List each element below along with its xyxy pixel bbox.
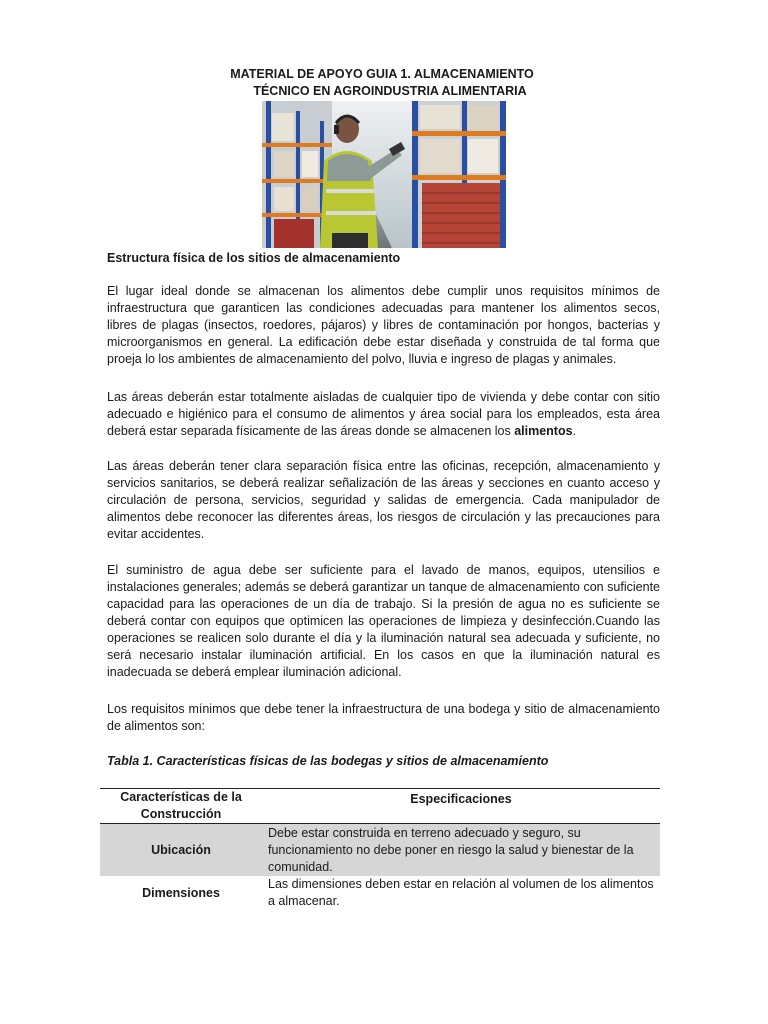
- table-header-specifications: Especificaciones: [410, 791, 512, 806]
- table-row: [100, 876, 660, 910]
- paragraph-2-bold: alimentos: [514, 424, 573, 438]
- table-cell-specification: Las dimensiones deben estar en relación al volumen de los alimentos a almacenar.: [268, 877, 654, 908]
- warehouse-photo: [262, 101, 506, 248]
- document-title-line-1: MATERIAL DE APOYO GUIA 1. ALMACENAMIENTO: [230, 67, 534, 81]
- paragraph-2-end: .: [572, 424, 577, 438]
- paragraph-2-text: Las áreas deberán estar totalmente aisladas de cualquier tipo de vivienda y debe contar con sitio adecuado e higiénico para el consumo de alimentos y área social para los empleados, esta área deberá estar separada físicamente de las áreas donde se almacenen los: [107, 390, 660, 438]
- table-cell-characteristic: Ubicación: [151, 842, 211, 857]
- paragraph-3: Las áreas deberán tener clara separación física entre las oficinas, recepción, almacenamiento y servicios sanitarios, se deberá realizar señalización de las áreas y secciones en cuanto acceso y circulación de persona, servicios, seguridad y salidas de emergencia. Cada manipulador de alimentos debe reconocer las diferentes áreas, los riesgos de circulación y las precauciones para evitar accidentes.: [107, 459, 660, 541]
- table-header-row: [100, 789, 660, 824]
- paragraph-5: Los requisitos mínimos que debe tener la infraestructura de una bodega y sitio de almacenamiento de alimentos son:: [107, 702, 660, 733]
- paragraph-2: [107, 389, 660, 440]
- paragraph-4: El suministro de agua debe ser suficiente para el lavado de manos, equipos, utensilios e instalaciones generales; además se deberá garantizar un tanque de almacenamiento con suficiente capacidad para las operaciones de un día de trabajo. Si la presión de agua no es suficiente se deberá contar con equipos que optimicen las operaciones de limpieza y desinfección.Cuando las operaciones se realicen solo durante el día y la iluminación natural sea adecuada y suficiente, no será necesario instalar iluminación artificial. En los casos en que la iluminación natural es inadecuada se deberá emplear iluminación adicional.: [107, 563, 660, 679]
- table-cell-characteristic: Dimensiones: [142, 885, 220, 900]
- document-title-line-2: TÉCNICO EN AGROINDUSTRIA ALIMENTARIA: [253, 84, 527, 98]
- table-cell-specification: Debe estar construida en terreno adecuado y seguro, su funcionamiento no debe poner en riesgo la salud y bienestar de la comunidad.: [268, 825, 634, 874]
- paragraph-1: El lugar ideal donde se almacenan los alimentos debe cumplir unos requisitos mínimos de infraestructura que garanticen las condiciones adecuadas para mantener los alimentos secos, libres de plagas (insectos, roedores, pájaros) y libres de contaminación por hongos, bacterias y microorganismos en general. La edificación debe estar diseñada y construida de tal forma que proeja lo los ambientes de almacenamiento del polvo, lluvia e ingreso de plagas y animales.: [107, 284, 660, 366]
- table-header-characteristics: Características de la Construcción: [120, 790, 242, 821]
- table-row: [100, 824, 660, 876]
- characteristics-table: [100, 788, 660, 910]
- section-heading: Estructura física de los sitios de almacenamiento: [107, 251, 401, 265]
- table-caption: Tabla 1. Características físicas de las bodegas y sitios de almacenamiento: [107, 754, 549, 768]
